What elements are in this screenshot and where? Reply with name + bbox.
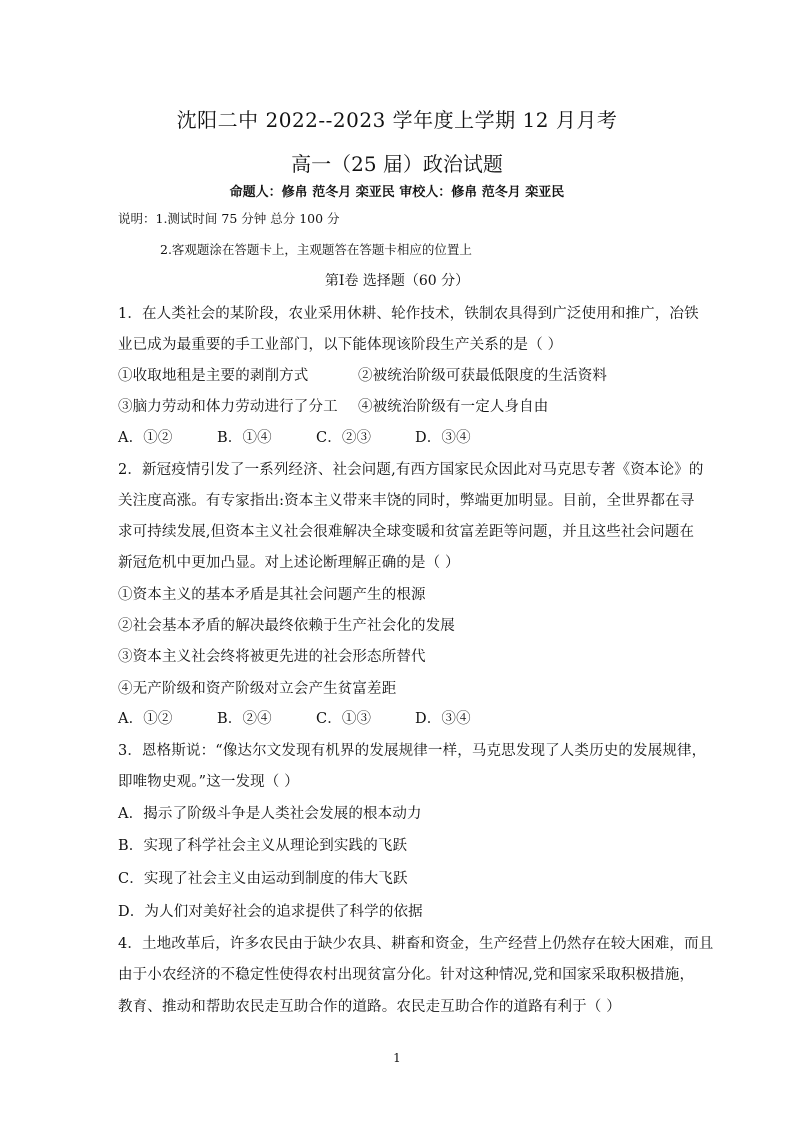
q4-stem-line-3: 教育、推动和帮助农民走互助合作的道路。农民走互助合作的道路有利于（ ） (118, 999, 621, 1015)
exam-note-1: 说明：1.测试时间 75 分钟 总分 100 分 (118, 211, 340, 226)
q1-stem-line-1: 1．在人类社会的某阶段，农业采用休耕、轮作技术，铁制农具得到广泛使用和推广，冶铁 (118, 306, 699, 322)
q2-choice-b[interactable]: B．②④ (217, 711, 272, 727)
page-number: 1 (393, 1051, 401, 1065)
q1-choice-d[interactable]: D．③④ (415, 430, 471, 446)
q2-stem-line-3: 求可持续发展,但资本主义社会很难解决全球变暖和贫富差距等问题，并且这些社会问题在 (118, 524, 695, 540)
q3-stem-line-1: 3．恩格斯说：“像达尔文发现有机界的发展规律一样，马克思发现了人类历史的发展规律， (118, 743, 707, 759)
q2-option-2: ②社会基本矛盾的解决最终依赖于生产社会化的发展 (118, 618, 455, 634)
q2-choice-a[interactable]: A．①② (118, 711, 173, 727)
q1-option-2: ②被统治阶级可获最低限度的生活资料 (358, 368, 608, 384)
q2-stem-line-4: 新冠危机中更加凸显。对上述论断理解正确的是（ ） (118, 555, 460, 571)
q1-option-4: ④被统治阶级有一定人身自由 (358, 399, 549, 415)
q3-choice-b[interactable]: B．实现了科学社会主义从理论到实践的飞跃 (118, 838, 408, 854)
exam-subtitle: 高一（25 届）政治试题 (291, 152, 503, 176)
q4-stem-line-1: 4．土地改革后，许多农民由于缺少农具、耕畜和资金，生产经营上仍然存在较大困难，而且 (118, 936, 714, 952)
q2-choice-d[interactable]: D．③④ (415, 711, 471, 727)
q1-choice-a[interactable]: A．①② (118, 430, 173, 446)
q1-option-1: ①收取地租是主要的剥削方式 (118, 368, 309, 384)
q1-choice-c[interactable]: C．②③ (316, 430, 372, 446)
q1-choice-b[interactable]: B．①④ (217, 430, 272, 446)
q2-choices (118, 707, 514, 728)
q1-choices (118, 426, 514, 447)
q2-stem-line-1: 2．新冠疫情引发了一系列经济、社会问题,有西方国家民众因此对马克思专著《资本论》的 (118, 462, 704, 478)
q4-stem-line-2: 由于小农经济的不稳定性使得农村出现贫富分化。针对这种情况,党和国家采取积极措施， (118, 967, 695, 983)
q1-stem-line-2: 业已成为最重要的手工业部门，以下能体现该阶段生产关系的是（ ） (118, 337, 563, 353)
q3-choice-d[interactable]: D．为人们对美好社会的追求提供了科学的依据 (118, 904, 423, 920)
q2-choice-c[interactable]: C．①③ (316, 711, 372, 727)
q2-option-3: ③资本主义社会终将被更先进的社会形态所替代 (118, 649, 426, 665)
q3-stem-line-2: 即唯物史观。”这一发现（ ） (118, 774, 299, 790)
q3-choice-c[interactable]: C．实现了社会主义由运动到制度的伟大飞跃 (118, 871, 408, 887)
q1-option-3: ③脑力劳动和体力劳动进行了分工 (118, 399, 338, 415)
q2-stem-line-2: 关注度高涨。有专家指出:资本主义带来丰饶的同时，弊端更加明显。目前，全世界都在寻 (118, 493, 695, 509)
exam-title: 沈阳二中 2022--2023 学年度上学期 12 月月考 (176, 108, 618, 132)
exam-note-2: 2.客观题涂在答题卡上，主观题答在答题卡相应的位置上 (160, 242, 472, 257)
q2-option-1: ①资本主义的基本矛盾是其社会问题产生的根源 (118, 587, 426, 603)
q3-choice-a[interactable]: A．揭示了阶级斗争是人类社会发展的根本动力 (118, 806, 422, 822)
exam-authors: 命题人：修帛 范冬月 栾亚民 审校人：修帛 范冬月 栾亚民 (229, 185, 565, 200)
q2-option-4: ④无产阶级和资产阶级对立会产生贫富差距 (118, 681, 397, 697)
section-heading: 第Ⅰ卷 选择题（60 分） (324, 273, 470, 289)
